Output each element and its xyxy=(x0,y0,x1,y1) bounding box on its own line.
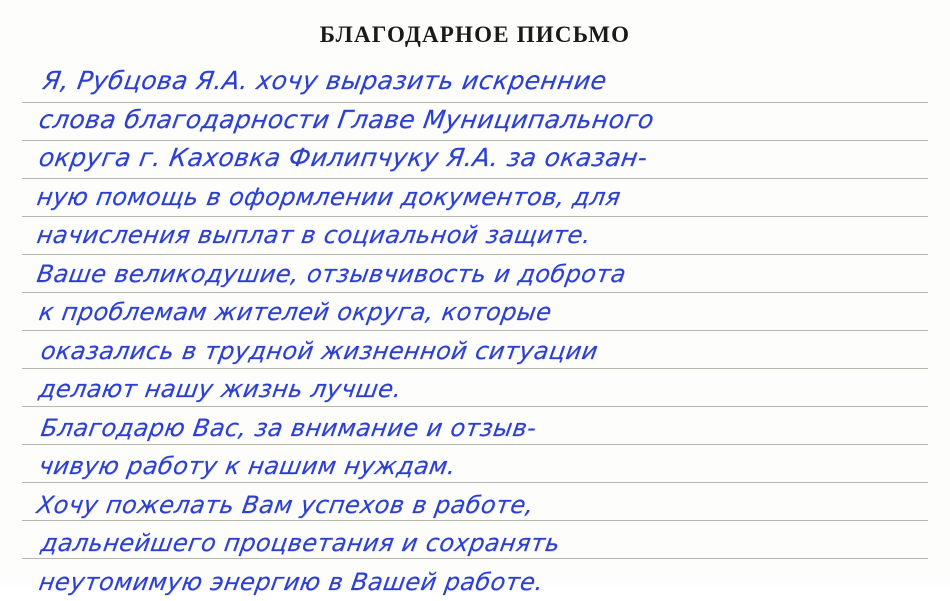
handwritten-line: Ваше великодушие, отзывчивость и доброта xyxy=(34,255,926,294)
handwritten-body xyxy=(34,62,920,601)
handwritten-line: Я, Рубцова Я.А. хочу выразить искренние xyxy=(34,62,926,101)
handwritten-line: делают нашу жизнь лучше. xyxy=(34,370,926,409)
handwritten-line: дальнейшего процветания и сохранять xyxy=(34,524,926,563)
handwritten-line: слова благодарности Главе Муниципального xyxy=(34,101,926,140)
handwritten-line: неутомимую энергию в Вашей работе. xyxy=(34,563,926,601)
page-title: БЛАГОДАРНОЕ ПИСЬМО xyxy=(0,22,950,48)
handwritten-line: чивую работу к нашим нуждам. xyxy=(34,447,926,486)
handwritten-line: к проблемам жителей округа, которые xyxy=(34,293,926,332)
handwritten-line: округа г. Каховка Филипчуку Я.А. за оказан- xyxy=(34,139,926,178)
handwritten-line: оказались в трудной жизненной ситуации xyxy=(34,332,926,371)
handwritten-line: Хочу пожелать Вам успехов в работе, xyxy=(34,486,926,525)
handwritten-line: ную помощь в оформлении документов, для xyxy=(34,178,926,217)
handwritten-line: Благодарю Вас, за внимание и отзыв- xyxy=(34,409,926,448)
handwritten-line: начисления выплат в социальной защите. xyxy=(34,216,926,255)
